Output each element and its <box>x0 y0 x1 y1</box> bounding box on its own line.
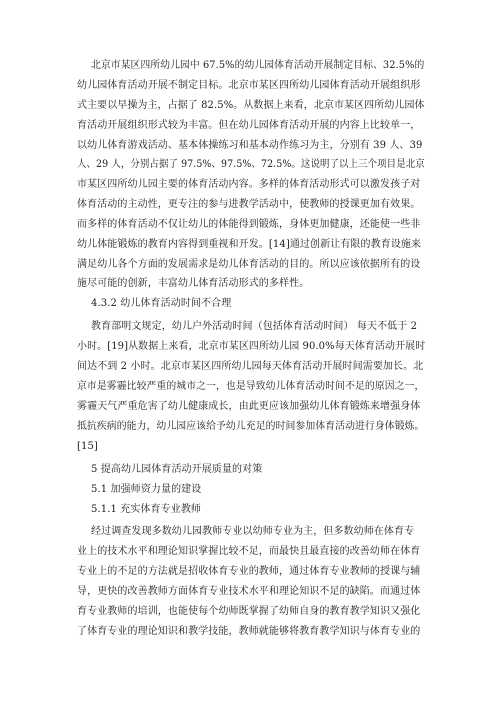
section-heading: 5.1.1 充实体育专业教师 <box>91 504 202 515</box>
text-line: 经过调查发现多数幼儿园教师专业以幼师专业为主，但多数幼师在体育专 <box>91 526 415 537</box>
text-line: 专业上的不足的方法就是招收体育专业的教师，通过体育专业教师的授课与辅 <box>77 566 421 577</box>
section-heading: 4.3.2 幼儿体育活动时间不合理 <box>91 298 232 309</box>
text-line: 市某区四所幼儿园主要的体育活动内容。多样的体育活动形式可以激发孩子对 <box>77 179 421 190</box>
text-line: 育专业教师的培训，也能使每个幼师既掌握了幼师自身的教育教学知识又强化 <box>77 606 421 617</box>
text-line: 了体育专业的理论知识和教学技能，教师就能够将教育教学知识与体育专业的 <box>77 626 421 637</box>
text-line: 间达不到 2 小时。北京市某区四所幼儿园每天体育活动开展时间需要加长。北 <box>77 361 424 372</box>
section-heading: 5.1 加强师资力量的建设 <box>91 484 202 495</box>
text-line: 施尽可能的创新，丰富幼儿体育活动形式的多样性。 <box>77 278 310 289</box>
text-line: 满足幼儿各个方面的发展需求是幼儿体育活动的目的。所以应该依据所有的设 <box>77 259 421 270</box>
text-line: 体育活动的主动性，更专注的参与进教学活动中，使教师的授课更加有效果。 <box>77 199 421 210</box>
citation: [15] <box>77 441 98 452</box>
text-line: 导，更快的改善教师方面体育专业技术水平和理论知识不足的缺陷。而通过体 <box>77 586 421 597</box>
text-line: 雾霾天气严重危害了幼儿健康成长，由此更应该加强幼儿体育锻炼来增强身体 <box>77 401 421 412</box>
text-line: 北京市某区四所幼儿园中 67.5%的幼儿园体育活动开展制定目标、32.5%的 <box>91 60 425 71</box>
text-line: 幼儿体能锻炼的教育内容得到重视和开发。[14]通过创新让有限的教育设施来 <box>77 239 422 250</box>
text-line: 小时。[19]从数据上来看，北京市某区四所幼儿园 90.0%每天体育活动开展时 <box>77 341 426 352</box>
text-line: 以幼儿体育游戏活动、基本体操练习和基本动作练习为主，分别有 39 人、39 <box>77 140 423 151</box>
text-line: 式主要以早操为主，占据了 82.5%。从数据上来看，北京市某区四所幼儿园体 <box>77 100 425 111</box>
text-line: 育活动开展组织形式较为丰富。但在幼儿园体育活动开展的内容上比较单一， <box>77 120 421 131</box>
text-line: 人、29 人，分别占据了 97.5%、97.5%、72.5%。这说明了以上三个项目是北京 <box>77 159 425 170</box>
section-heading: 5 提高幼儿园体育活动开展质量的对策 <box>91 464 263 475</box>
text-line: 抵抗疾病的能力，幼儿园应该给予幼儿充足的时间参加体育活动进行身体锻炼。 <box>77 421 425 432</box>
text-line: 业上的技术水平和理论知识掌握比较不足，而最快且最直接的改善幼师在体育 <box>77 546 421 557</box>
text-line: 京市是雾霾比较严重的城市之一，也是导致幼儿体育活动时间不足的原因之一， <box>77 381 425 392</box>
text-line: 幼儿园体育活动开展不制定目标。北京市某区四所幼儿园体育活动开展组织形 <box>77 80 421 91</box>
text-line: 教育部明文规定，幼儿户外活动时间（包括体育活动时间） 每天不低于 2 <box>91 321 418 332</box>
text-line: 而多样的体育活动不仅让幼儿的体能得到锻炼，身体更加健康，还能使一些非 <box>77 219 421 230</box>
